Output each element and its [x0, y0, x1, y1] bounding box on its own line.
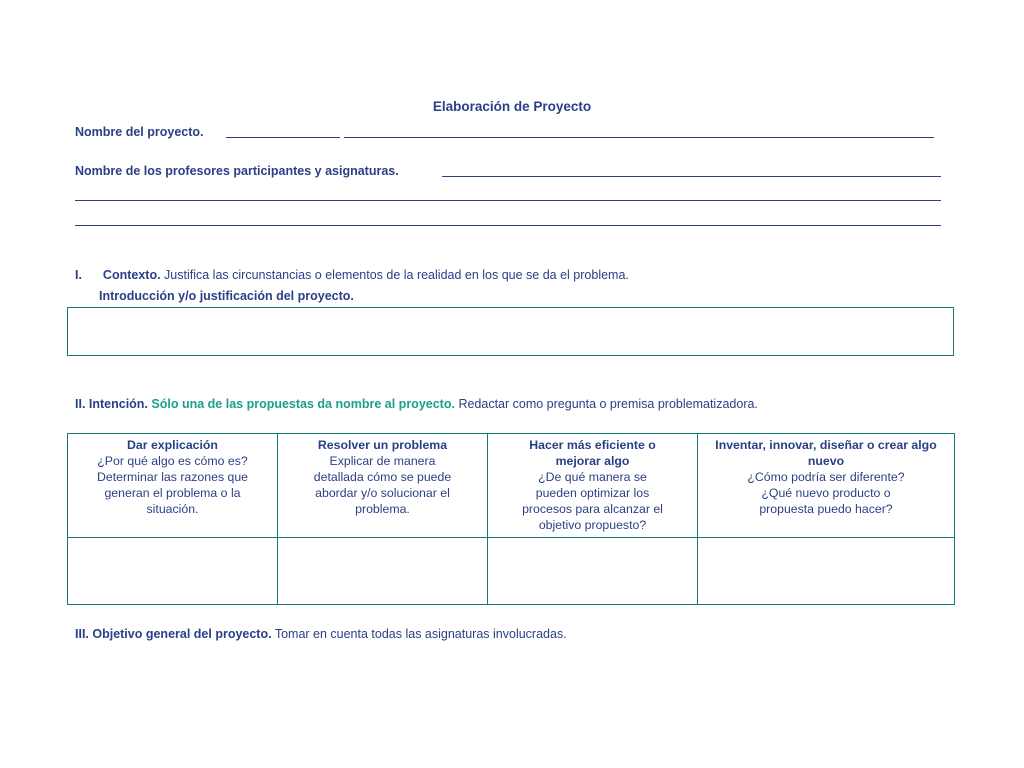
- intention-option-line: pueden optimizar los: [535, 486, 650, 500]
- intention-option-line: abordar y/o solucionar el: [315, 486, 450, 500]
- section-context-heading: Contexto.: [102, 268, 161, 282]
- context-answer-box[interactable]: [67, 307, 954, 356]
- intention-option-line: propuesta puedo hacer?: [759, 502, 893, 516]
- intention-answer-explain[interactable]: [68, 538, 278, 605]
- intention-option-line: situación.: [146, 502, 199, 516]
- teachers-underline-3[interactable]: [75, 225, 941, 226]
- section-context-number: I.: [75, 268, 82, 282]
- project-name-label: Nombre del proyecto.: [75, 125, 204, 139]
- section-context-subheading: Introducción y/o justificación del proyecto.: [99, 289, 354, 303]
- intention-answer-improve[interactable]: [488, 538, 698, 605]
- intention-option-invent: [698, 434, 955, 538]
- intention-option-line: procesos para alcanzar el: [522, 502, 663, 516]
- intention-option-line: objetivo propuesto?: [538, 518, 647, 532]
- section-intention-line: [75, 397, 758, 411]
- intention-option-line: ¿Qué nuevo producto o: [761, 486, 891, 500]
- intention-option-line: ¿De qué manera se: [538, 470, 647, 484]
- intention-option-line: generan el problema o la: [104, 486, 241, 500]
- intention-option-line: Determinar las razones que: [96, 470, 249, 484]
- intention-header-row: [68, 434, 955, 538]
- project-name-underline-long[interactable]: [344, 137, 934, 138]
- intention-option-title: Hacer más eficiente o mejorar algo: [529, 438, 656, 468]
- document-title: Elaboración de Proyecto: [432, 99, 592, 114]
- intention-answer-row: [68, 538, 955, 605]
- intention-option-improve: [488, 434, 698, 538]
- intention-option-title: Resolver un problema: [317, 438, 448, 452]
- section-intention-highlight: Sólo una de las propuestas da nombre al proyecto.: [151, 397, 455, 411]
- intention-option-title: Inventar, innovar, diseñar o crear algo nuevo: [715, 438, 937, 468]
- intention-option-solve: [278, 434, 488, 538]
- intention-option-line: Explicar de manera: [329, 454, 436, 468]
- intention-answer-invent[interactable]: [698, 538, 955, 605]
- section-objective-text: Tomar en cuenta todas las asignaturas involucradas.: [274, 627, 567, 641]
- intention-option-title: Dar explicación: [127, 438, 218, 452]
- intention-option-explain: [68, 434, 278, 538]
- intention-table: [67, 433, 955, 605]
- project-name-underline-short[interactable]: [226, 137, 340, 138]
- intention-option-line: ¿Por qué algo es cómo es?: [97, 454, 248, 468]
- intention-option-line: ¿Cómo podría ser diferente?: [747, 470, 905, 484]
- section-context-text: Justifica las circunstancias o elementos de la realidad en los que se da el problema.: [164, 268, 629, 282]
- teachers-label: Nombre de los profesores participantes y asignaturas.: [75, 164, 399, 178]
- section-intention-text: Redactar como pregunta o premisa problematizadora.: [458, 397, 758, 411]
- section-intention-heading: II. Intención.: [75, 397, 148, 411]
- intention-option-line: problema.: [355, 502, 410, 516]
- intention-option-line: detallada cómo se puede: [313, 470, 452, 484]
- section-context-line: [75, 268, 629, 282]
- teachers-underline-1[interactable]: [442, 176, 941, 177]
- section-objective-heading: III. Objetivo general del proyecto.: [75, 627, 272, 641]
- intention-answer-solve[interactable]: [278, 538, 488, 605]
- teachers-underline-2[interactable]: [75, 200, 941, 201]
- section-objective-line: [75, 627, 567, 641]
